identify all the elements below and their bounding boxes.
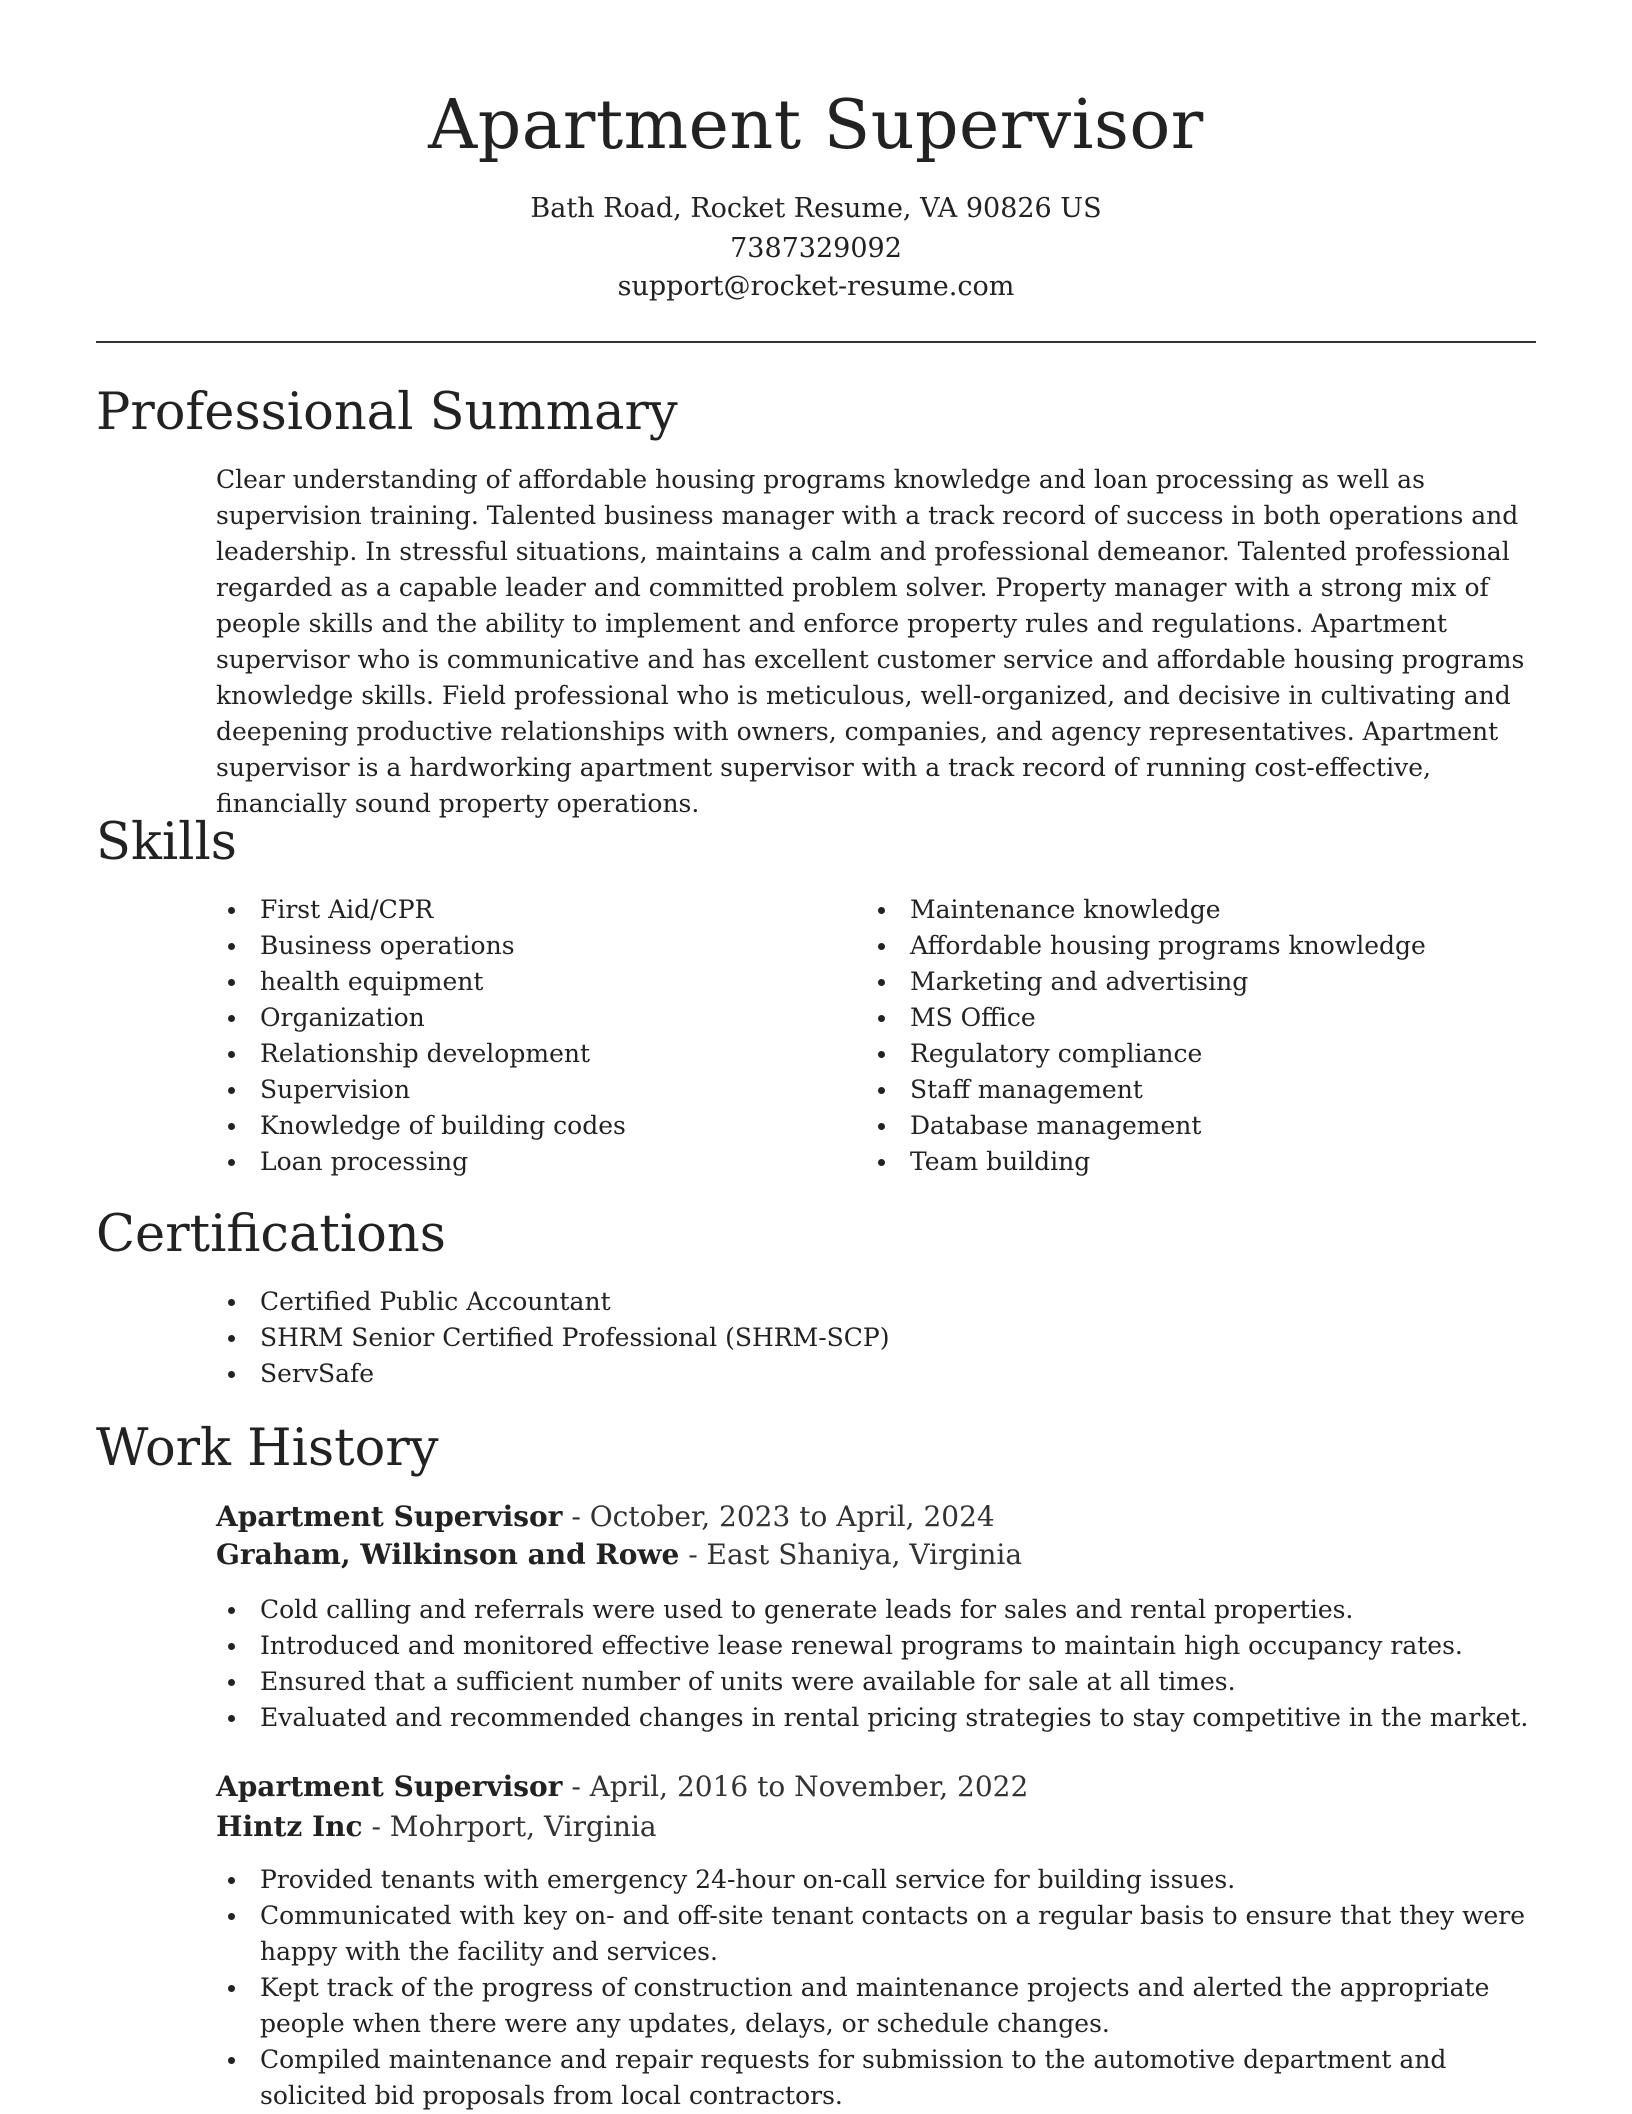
skill-item: Organization: [216, 1000, 626, 1036]
certification-item: SHRM Senior Certified Professional (SHRM-SCP): [216, 1320, 890, 1356]
skill-item: Marketing and advertising: [866, 964, 1426, 1000]
job-title-line: [216, 1498, 995, 1536]
work-history-heading: Work History: [96, 1419, 439, 1478]
certifications-heading: Certifications: [96, 1205, 446, 1264]
job-bullet: Kept track of the progress of construction and maintenance projects and alerted the appropriate people when there were any updates, delays, or schedule changes.: [216, 1970, 1536, 2042]
summary-text: Clear understanding of affordable housing programs knowledge and loan processing as well as supervision training. Talented business manager with a track record of success in both operations and leadership. In stressful situations, maintains a calm and professional demeanor. Talented professional regarded as a capable leader and committed problem solver. Property manager with a strong mix of people skills and the ability to implement and enforce property rules and regulations. Apartment supervisor who is communicative and has excellent customer service and affordable housing programs knowledge skills. Field professional who is meticulous, well-organized, and decisive in cultivating and deepening productive relationships with owners, companies, and agency representatives. Apartment supervisor is a hardworking apartment supervisor with a track record of running cost-effective, financially sound property operations.: [216, 465, 1525, 818]
job-bullet: Communicated with key on- and off-site tenant contacts on a regular basis to ensure that they were happy with the facility and services.: [216, 1898, 1536, 1970]
skill-item: Maintenance knowledge: [866, 892, 1426, 928]
skill-item: Loan processing: [216, 1144, 626, 1180]
skill-item: Business operations: [216, 928, 626, 964]
job-company-line: [216, 1808, 657, 1846]
skill-item: Team building: [866, 1144, 1426, 1180]
skill-item: Relationship development: [216, 1036, 626, 1072]
certification-item: Certified Public Accountant: [216, 1284, 890, 1320]
skill-item: Database management: [866, 1108, 1426, 1144]
job-bullet: Compiled maintenance and repair requests for submission to the automotive department and solicited bid proposals from local contractors.: [216, 2042, 1536, 2114]
skill-item: MS Office: [866, 1000, 1426, 1036]
skill-item: health equipment: [216, 964, 626, 1000]
job-bullets: [216, 1862, 1536, 2114]
job-company: Hintz Inc: [216, 1810, 363, 1843]
contact-phone: 7387329092: [730, 233, 902, 264]
job-company-line: [216, 1536, 1022, 1574]
skill-item: Knowledge of building codes: [216, 1108, 626, 1144]
skills-list-left: [216, 892, 626, 1180]
job-bullet: Introduced and monitored effective lease renewal programs to maintain high occupancy rates.: [216, 1628, 1536, 1664]
job-title: Apartment Supervisor: [216, 1500, 563, 1533]
skill-item: First Aid/CPR: [216, 892, 626, 928]
job-bullet: Provided tenants with emergency 24-hour on-call service for building issues.: [216, 1862, 1536, 1898]
skill-item: Affordable housing programs knowledge: [866, 928, 1426, 964]
skills-heading: Skills: [96, 813, 237, 872]
job-bullet: Cold calling and referrals were used to generate leads for sales and rental properties.: [216, 1592, 1536, 1628]
job-bullets: [216, 1592, 1536, 1736]
job-location: - East Shaniya, Virginia: [679, 1538, 1023, 1571]
header-divider: [96, 341, 1536, 343]
job-bullet: Ensured that a sufficient number of units were available for sale at all times.: [216, 1664, 1536, 1700]
job-dates: - April, 2016 to November, 2022: [562, 1770, 1029, 1803]
job-bullet: Evaluated and recommended changes in rental pricing strategies to stay competitive in the market.: [216, 1700, 1536, 1736]
certification-item: ServSafe: [216, 1356, 890, 1392]
contact-address: Bath Road, Rocket Resume, VA 90826 US: [530, 193, 1102, 224]
certifications-list: [216, 1284, 890, 1392]
job-company: Graham, Wilkinson and Rowe: [216, 1538, 680, 1571]
job-location: - Mohrport, Virginia: [362, 1810, 657, 1843]
job-title-line: [216, 1768, 1028, 1806]
job-title: Apartment Supervisor: [216, 1770, 563, 1803]
resume-name: Apartment Supervisor: [428, 86, 1204, 165]
skill-item: Staff management: [866, 1072, 1426, 1108]
skill-item: Supervision: [216, 1072, 626, 1108]
contact-email: support@rocket-resume.com: [617, 271, 1015, 302]
skills-list-right: [866, 892, 1426, 1180]
summary-heading: Professional Summary: [96, 383, 678, 442]
skill-item: Regulatory compliance: [866, 1036, 1426, 1072]
job-dates: - October, 2023 to April, 2024: [562, 1500, 995, 1533]
